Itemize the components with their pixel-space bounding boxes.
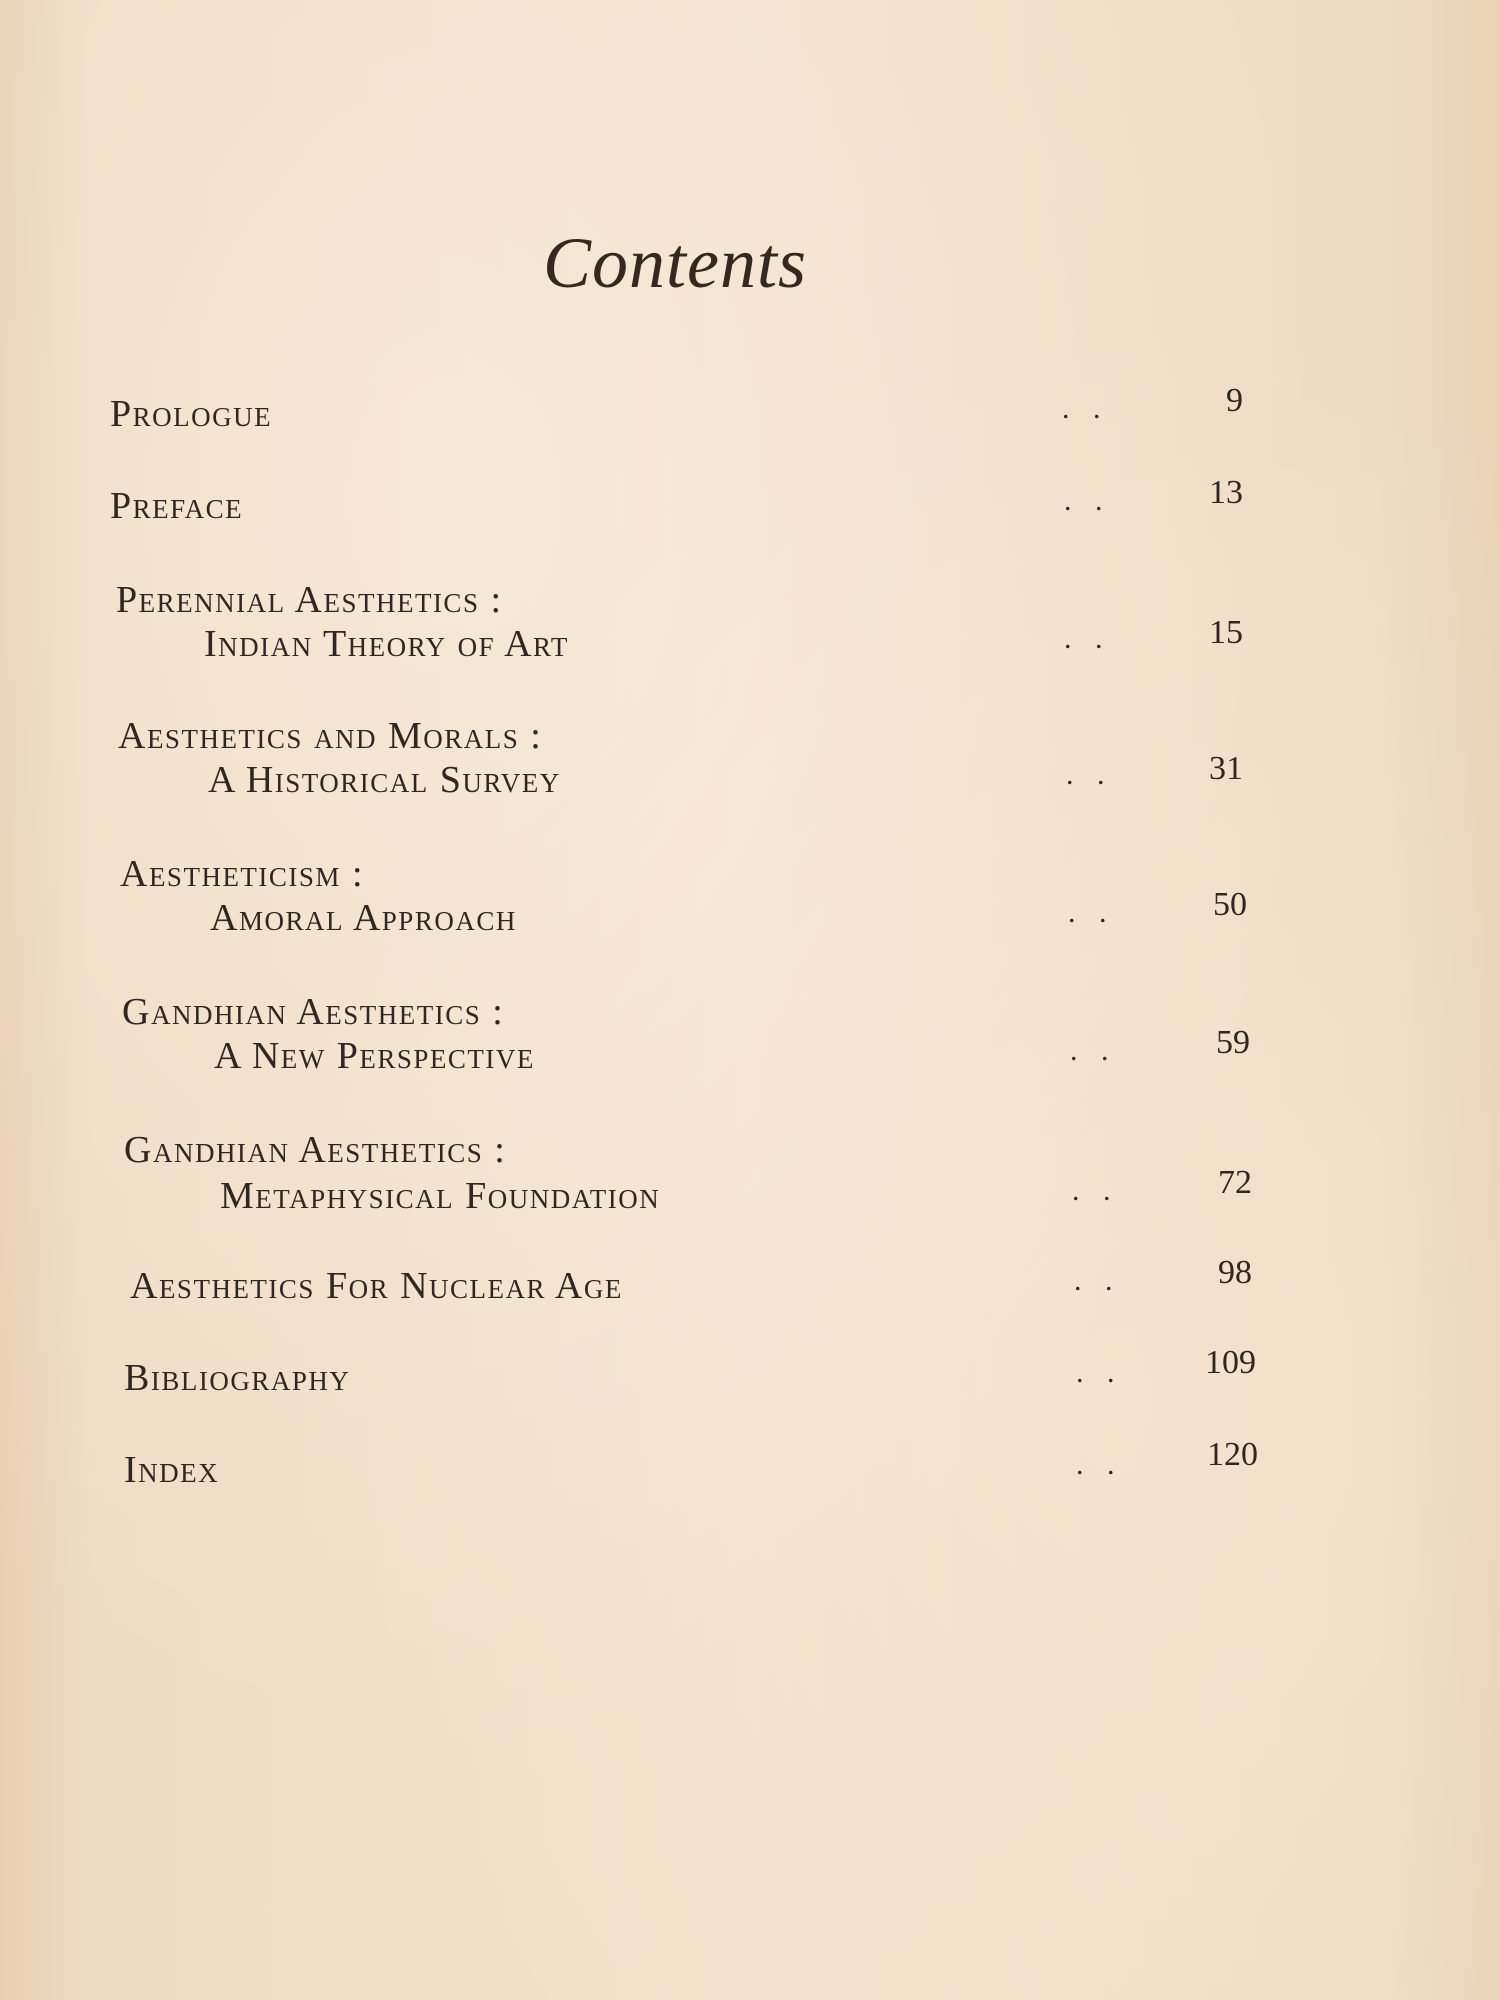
toc-page-number: 50 — [1213, 886, 1247, 923]
toc-page-number: 9 — [1226, 382, 1243, 419]
toc-leader: . . — [1068, 896, 1115, 929]
toc-entry-prologue: Prologue — [110, 393, 273, 435]
toc-page-number: 59 — [1216, 1024, 1250, 1061]
toc-leader: . . — [1074, 1264, 1121, 1297]
toc-entry-perennial-aesthetics: Perennial Aesthetics : — [116, 579, 503, 621]
toc-leader: . . — [1064, 622, 1111, 655]
toc-leader: . . — [1076, 1356, 1123, 1389]
toc-entry-aestheticism: Aestheticism : — [120, 853, 364, 895]
toc-entry-nuclear-age: Aesthetics For Nuclear Age — [130, 1265, 623, 1307]
toc-page-number: 31 — [1209, 750, 1243, 787]
toc-page-number: 15 — [1209, 614, 1243, 651]
toc-entry-subtitle: A Historical Survey — [208, 759, 561, 801]
toc-entry-preface: Preface — [110, 485, 244, 527]
toc-entry-bibliography: Bibliography — [124, 1357, 351, 1399]
toc-entry-subtitle: A New Perspective — [214, 1035, 535, 1077]
toc-leader: . . — [1076, 1448, 1123, 1481]
toc-entry-subtitle: Indian Theory of Art — [204, 623, 569, 665]
toc-page-number: 120 — [1207, 1436, 1258, 1473]
toc-leader: . . — [1062, 392, 1109, 425]
toc-leader: . . — [1070, 1034, 1117, 1067]
toc-entry-aesthetics-and-morals: Aesthetics and Morals : — [118, 715, 543, 757]
toc-entry-subtitle: Amoral Approach — [210, 897, 517, 939]
toc-page-number: 109 — [1205, 1344, 1256, 1381]
toc-entry-gandhian-aesthetics-metaphysical: Gandhian Aesthetics : — [124, 1129, 507, 1171]
toc-entry-index: Index — [124, 1449, 220, 1491]
toc-page-number: 13 — [1209, 474, 1243, 511]
toc-leader: . . — [1064, 484, 1111, 517]
toc-leader: . . — [1066, 758, 1113, 791]
toc-page-number: 72 — [1218, 1164, 1252, 1201]
toc-entry-subtitle: Metaphysical Foundation — [220, 1175, 661, 1217]
toc-entry-gandhian-aesthetics-perspective: Gandhian Aesthetics : — [122, 991, 505, 1033]
page-title: Contents — [542, 223, 807, 303]
toc-leader: . . — [1072, 1174, 1119, 1207]
toc-page-number: 98 — [1218, 1254, 1252, 1291]
